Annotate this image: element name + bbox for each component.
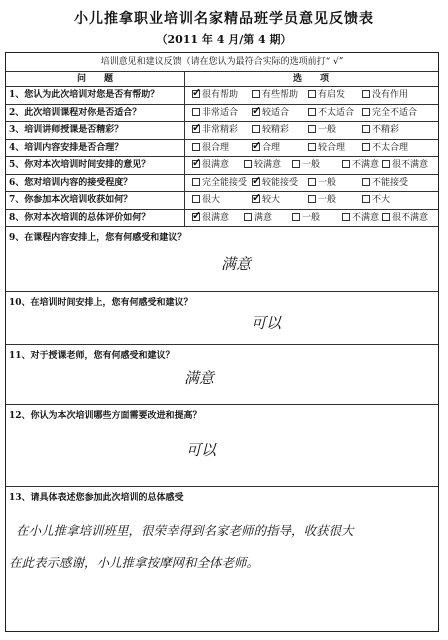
question-text: 3、培训讲师授课是否精彩？ xyxy=(9,125,124,135)
open-question-text: 13、请具体表述您参加此次培训的总体感受 xyxy=(9,493,184,503)
question-row-7 xyxy=(6,192,438,210)
open-question-text: 12、你认为本次培训哪些方面需要改进和提高？ xyxy=(9,411,202,421)
checkbox-icon xyxy=(362,108,370,116)
question-text: 8、你对本次培训的总体评价如何？ xyxy=(9,212,151,223)
checkbox-icon xyxy=(362,90,370,98)
option-checkbox[interactable] xyxy=(308,87,345,105)
option-checkbox[interactable] xyxy=(192,210,229,228)
question-row-4 xyxy=(6,140,438,158)
option-checkbox[interactable] xyxy=(192,87,238,105)
checkbox-icon xyxy=(192,195,200,203)
option-label: 完全能接受 xyxy=(202,177,248,188)
option-label: 有些帮助 xyxy=(262,90,299,100)
options-column-header: 选 项 xyxy=(292,74,329,84)
handwritten-answer: 满意 xyxy=(184,369,215,387)
handwritten-answer: 满意 xyxy=(221,255,252,273)
option-label: 较适合 xyxy=(262,107,290,118)
option-checkbox[interactable] xyxy=(252,140,280,158)
column-divider xyxy=(184,87,185,104)
checkbox-icon xyxy=(308,178,316,186)
instruction-row: 培训意见和建议反馈（请在您认为最符合实际的选项前打“ √” xyxy=(6,53,438,72)
option-checkbox[interactable] xyxy=(362,105,417,123)
option-label: 一般 xyxy=(318,195,337,205)
checkbox-icon xyxy=(244,213,252,221)
option-label: 很有帮助 xyxy=(202,90,239,100)
open-question-text: 11、对于授课老师，您有何感受和建议？ xyxy=(9,351,175,361)
checkbox-icon xyxy=(362,143,370,151)
option-label: 很满意 xyxy=(202,160,230,170)
option-label: 较大 xyxy=(262,195,281,205)
question-text: 1、您认为此次培训对您是否有帮助？ xyxy=(9,90,160,100)
open-question-13 xyxy=(6,487,438,631)
column-divider xyxy=(184,175,185,192)
checkbox-icon xyxy=(308,125,316,133)
checkbox-icon xyxy=(252,173,262,187)
checkbox-icon xyxy=(308,143,316,151)
option-label: 满意 xyxy=(254,212,273,223)
question-text: 6、您对培训内容的接受程度？ xyxy=(9,177,133,188)
open-question-11 xyxy=(6,345,438,405)
checkbox-icon xyxy=(308,108,316,116)
option-label: 一般 xyxy=(318,125,337,135)
option-checkbox[interactable] xyxy=(308,105,354,123)
checkmark-icon: ✓ xyxy=(252,138,262,152)
option-label: 完全不适合 xyxy=(372,107,418,118)
option-checkbox[interactable] xyxy=(192,122,238,140)
option-label: 较满意 xyxy=(254,160,282,170)
option-checkbox[interactable] xyxy=(252,192,280,210)
checkbox-icon xyxy=(292,160,300,168)
checkbox-icon xyxy=(342,160,350,168)
option-checkbox[interactable] xyxy=(308,140,345,158)
option-checkbox[interactable] xyxy=(292,157,320,175)
option-label: 一般 xyxy=(302,160,321,170)
option-checkbox[interactable] xyxy=(252,105,289,123)
checkmark-icon: ✓ xyxy=(192,86,202,99)
column-divider xyxy=(184,122,185,139)
option-checkbox[interactable] xyxy=(192,175,247,193)
option-checkbox[interactable] xyxy=(382,157,428,175)
option-checkbox[interactable] xyxy=(244,210,272,228)
option-label: 较能接受 xyxy=(262,177,299,188)
form-subtitle: （2011 年 4 月/第 4 期） xyxy=(156,33,292,46)
option-label: 不能接受 xyxy=(372,177,409,188)
column-divider xyxy=(184,157,185,174)
option-label: 很满意 xyxy=(202,212,230,223)
option-checkbox[interactable] xyxy=(362,140,408,158)
question-column-header: 问 题 xyxy=(6,72,185,87)
option-checkbox[interactable] xyxy=(362,192,390,210)
checkmark-icon: ✓ xyxy=(252,103,262,117)
checkbox-icon xyxy=(252,191,262,204)
checkbox-icon xyxy=(192,108,200,116)
column-divider xyxy=(184,105,185,122)
option-label: 不满意 xyxy=(352,160,380,170)
option-checkbox[interactable] xyxy=(244,157,281,175)
checkbox-icon xyxy=(252,103,262,117)
handwritten-answer-line-2: 在此表示感谢，小儿推拿按摩网和全体老师。 xyxy=(9,555,260,570)
checkbox-icon xyxy=(252,90,260,98)
option-checkbox[interactable] xyxy=(362,175,408,193)
question-text: 4、培训内容安排是否合理？ xyxy=(9,142,124,153)
option-checkbox[interactable] xyxy=(342,210,379,228)
column-divider xyxy=(184,192,185,209)
option-label: 不太适合 xyxy=(318,107,355,118)
checkmark-icon: ✓ xyxy=(192,121,202,134)
checkbox-icon xyxy=(192,208,202,222)
option-checkbox[interactable] xyxy=(342,157,379,175)
question-text: 2、此次培训课程对你是否适合？ xyxy=(9,107,142,118)
option-label: 很合理 xyxy=(202,142,230,153)
open-question-text: 10、在培训时间安排上，您有何感受和建议？ xyxy=(9,298,193,308)
question-row-5 xyxy=(6,157,438,175)
option-checkbox[interactable] xyxy=(382,210,428,228)
open-question-text: 9、在课程内容安排上，您有何感受和建议？ xyxy=(9,233,187,243)
option-label: 不满意 xyxy=(352,212,380,223)
checkmark-icon: ✓ xyxy=(192,156,202,169)
question-row-8 xyxy=(6,210,438,228)
option-label: 非常适合 xyxy=(202,107,239,118)
checkbox-icon xyxy=(192,86,202,99)
checkbox-icon xyxy=(362,125,370,133)
feedback-form xyxy=(5,52,439,632)
option-label: 很不满意 xyxy=(392,160,429,170)
option-label: 一般 xyxy=(318,177,337,188)
option-label: 较合理 xyxy=(318,142,346,153)
open-question-12 xyxy=(6,405,438,487)
question-row-6 xyxy=(6,175,438,193)
handwritten-answer: 可以 xyxy=(251,314,282,332)
option-label: 不精彩 xyxy=(372,125,400,135)
column-divider xyxy=(184,210,185,227)
question-row-3 xyxy=(6,122,438,140)
option-label: 非常精彩 xyxy=(202,125,239,135)
question-row-2 xyxy=(6,105,438,123)
checkbox-icon xyxy=(192,178,200,186)
option-label: 不太合理 xyxy=(372,142,409,153)
option-checkbox[interactable] xyxy=(308,192,336,210)
option-checkbox[interactable] xyxy=(362,122,399,140)
option-label: 合理 xyxy=(262,142,281,153)
option-label: 较精彩 xyxy=(262,125,290,135)
option-checkbox[interactable] xyxy=(192,157,229,175)
checkbox-icon xyxy=(244,160,252,168)
checkbox-icon xyxy=(308,195,316,203)
checkbox-icon xyxy=(342,213,350,221)
option-label: 有启发 xyxy=(318,90,346,100)
form-title: 小儿推拿职业培训名家精品班学员意见反馈表 xyxy=(74,11,374,27)
option-label: 不大 xyxy=(372,195,391,205)
option-checkbox[interactable] xyxy=(308,122,336,140)
option-checkbox[interactable] xyxy=(362,87,408,105)
checkbox-icon xyxy=(308,90,316,98)
handwritten-answer-line-1: 在小儿推拿培训班里，很荣幸得到名家老师的指导，收获很大 xyxy=(16,523,354,538)
question-text: 5、你对本次培训时间安排的意见？ xyxy=(9,160,151,170)
checkbox-icon xyxy=(362,195,370,203)
open-question-10 xyxy=(6,292,438,345)
option-label: 一般 xyxy=(302,212,321,223)
checkmark-icon: ✓ xyxy=(252,191,262,204)
open-question-9 xyxy=(6,227,438,292)
column-divider xyxy=(184,140,185,157)
option-label: 很不满意 xyxy=(392,212,429,223)
checkbox-icon xyxy=(192,143,200,151)
checkbox-icon xyxy=(192,121,202,134)
checkmark-icon: ✓ xyxy=(192,208,202,222)
option-checkbox[interactable] xyxy=(292,210,320,228)
option-label: 没有作用 xyxy=(372,90,409,100)
checkbox-icon xyxy=(192,156,202,169)
question-row-1 xyxy=(6,87,438,105)
header-row xyxy=(6,72,438,87)
checkbox-icon xyxy=(292,213,300,221)
checkbox-icon xyxy=(382,160,390,168)
checkbox-icon xyxy=(362,178,370,186)
handwritten-answer: 可以 xyxy=(186,441,217,459)
checkbox-icon xyxy=(252,125,260,133)
question-text: 7、你参加本次培训收获如何？ xyxy=(9,195,133,205)
option-label: 很大 xyxy=(202,195,221,205)
checkbox-icon xyxy=(252,138,262,152)
option-checkbox[interactable] xyxy=(308,175,336,193)
checkmark-icon: ✓ xyxy=(252,173,262,187)
checkbox-icon xyxy=(382,213,390,221)
